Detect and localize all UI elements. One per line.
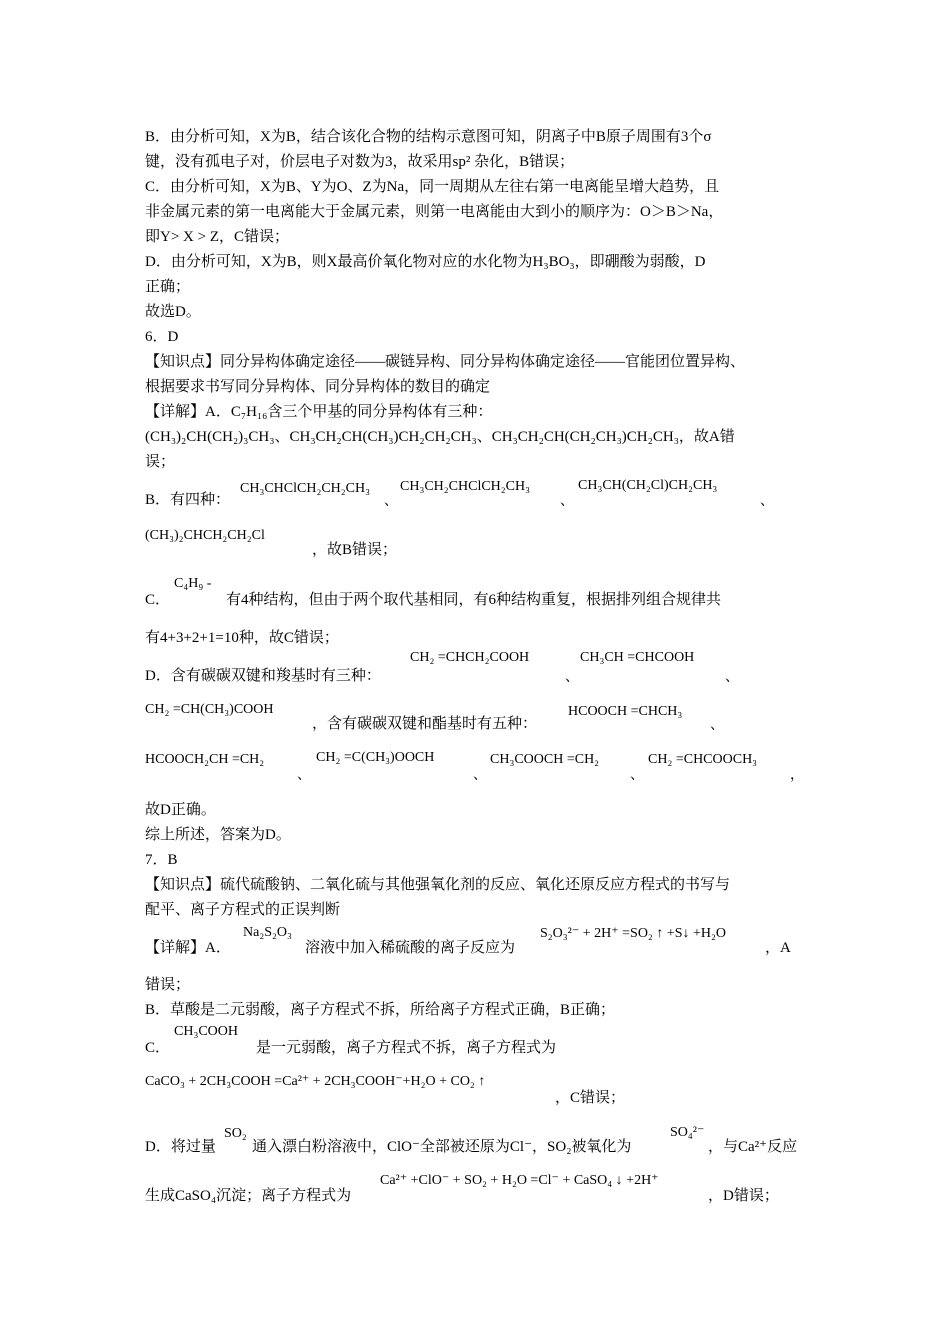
text-line: 有4种结构，但由于两个取代基相同，有6种结构重复，根据排列组合规律共 (226, 592, 722, 608)
formula: SO₂ (224, 1126, 247, 1141)
text-line: 错误； (145, 977, 191, 993)
formula: (CH₃)₂CHCH₂CH₂Cl (145, 528, 265, 543)
text-line: 综上所述，答案为D。 (145, 827, 291, 843)
text-line: C． (145, 1040, 171, 1056)
text-line: C． (145, 592, 171, 608)
text-line: ，与Ca²⁺反应 (708, 1139, 798, 1155)
text-line: 即Y> X > Z，C错误； (145, 229, 290, 245)
text-line: 通入漂白粉溶液中，ClO⁻全部被还原为Cl⁻，SO₂被氧化为 (252, 1139, 632, 1155)
formula: CH₃COOH (174, 1024, 238, 1039)
text-line: B．由分析可知，X为B，结合该化合物的结构示意图可知，阴离子中B原子周围有3个σ (145, 129, 712, 145)
formula: CH₂ =C(CH₃)OOCH (316, 750, 435, 765)
formula: CH₃COOCH =CH₂ (490, 752, 600, 767)
question-number: 6．D (145, 329, 179, 345)
separator: 、 (473, 768, 487, 783)
formula: Ca²⁺ +ClO⁻ + SO₂ + H₂O =Cl⁻ + CaSO₄ ↓ +2H⁺ (380, 1173, 659, 1188)
formula: CaCO₃ + 2CH₃COOH =Ca²⁺ + 2CH₃COOH⁻+H₂O + CO₂ ↑ (145, 1074, 486, 1089)
formula: CH₂ =CHCOOCH₃ (648, 752, 758, 767)
formula: CH₃CH =CHCOOH (580, 650, 695, 665)
text-line: 故选D。 (145, 304, 201, 320)
text-line: 【详解】A．C₇H₁₆含三个甲基的同分异构体有三种： (145, 404, 493, 420)
text-line: D．将过量 (145, 1139, 216, 1155)
text-line: B．有四种： (145, 492, 231, 508)
formula: CH₃CH(CH₂Cl)CH₂CH₃ (578, 478, 718, 493)
formula: Na₂S₂O₃ (243, 925, 292, 940)
formula: CH₂ =CHCH₂COOH (410, 650, 530, 665)
text-line: 配平、离子方程式的正误判断 (145, 902, 341, 918)
text-line: ，A (765, 940, 791, 956)
formula: C₄H₉ - (174, 576, 212, 591)
formula: CH₃CHClCH₂CH₂CH₃ (240, 481, 370, 496)
text-line: 有4+3+2+1=10种，故C错误； (145, 630, 339, 646)
formula: HCOOCH =CHCH₃ (568, 704, 683, 719)
text-line: 非金属元素的第一电离能大于金属元素，则第一电离能由大到小的顺序为：O＞B＞Na， (145, 204, 724, 220)
separator: 、 (725, 670, 739, 685)
formula: HCOOCH₂CH =CH₂ (145, 752, 265, 767)
text-line: C．由分析可知，X为B、Y为O、Z为Na，同一周期从左往右第一电离能呈增大趋势，且 (145, 179, 720, 195)
text-line: ，D错误； (708, 1188, 779, 1204)
separator: 、 (565, 670, 579, 685)
separator: 、 (560, 494, 574, 509)
separator: 、 (710, 718, 724, 733)
formula: SO₄²⁻ (670, 1125, 705, 1140)
formula: CH₂ =CH(CH₃)COOH (145, 702, 274, 717)
text-line: ，C错误； (555, 1090, 626, 1106)
text-line: ，故B错误； (312, 542, 398, 558)
question-number: 7．B (145, 852, 178, 868)
formula: CH₃CH₂CHClCH₂CH₃ (400, 479, 530, 494)
text-line: 误； (145, 454, 176, 470)
separator: 、 (760, 494, 774, 509)
text-line: 键，没有孤电子对，价层电子对数为3，故采用sp² 杂化，B错误； (145, 154, 575, 170)
text-line: 【知识点】同分异构体确定途径——碳链异构、同分异构体确定途径——官能团位置异构、 (145, 354, 746, 370)
text-line: (CH₃)₂CH(CH₂)₃CH₃、CH₃CH₂CH(CH₃)CH₂CH₂CH₃、CH₃CH₂CH(CH₂CH₃)CH₂CH₃，故A错 (145, 429, 735, 445)
text-line: 【知识点】硫代硫酸钠、二氧化硫与其他强氧化剂的反应、氧化还原反应方程式的书写与 (145, 877, 731, 893)
text-line: 【详解】A． (145, 940, 231, 956)
text-line: 是一元弱酸，离子方程式不拆，离子方程式为 (256, 1040, 557, 1056)
text-line: 生成CaSO₄沉淀；离子方程式为 (145, 1188, 352, 1204)
text-line: D．由分析可知，X为B，则X最高价氧化物对应的水化物为H₃BO₃，即硼酸为弱酸，D (145, 254, 706, 270)
separator: 、 (297, 768, 311, 783)
text-line: ，含有碳碳双键和酯基时有五种： (312, 716, 538, 732)
separator: ， (790, 768, 804, 783)
text-line: 溶液中加入稀硫酸的离子反应为 (305, 940, 516, 956)
text-line: 根据要求书写同分异构体、同分异构体的数目的确定 (145, 379, 491, 395)
text-line: D．含有碳碳双键和羧基时有三种： (145, 668, 381, 684)
separator: 、 (630, 768, 644, 783)
separator: 、 (384, 494, 398, 509)
text-line: 故D正确。 (145, 802, 216, 818)
text-line: 正确； (145, 279, 191, 295)
formula: S₂O₃²⁻ + 2H⁺ =SO₂ ↑ +S↓ +H₂O (540, 926, 726, 941)
text-line: B．草酸是二元弱酸，离子方程式不拆，所给离子方程式正确，B正确； (145, 1002, 616, 1018)
